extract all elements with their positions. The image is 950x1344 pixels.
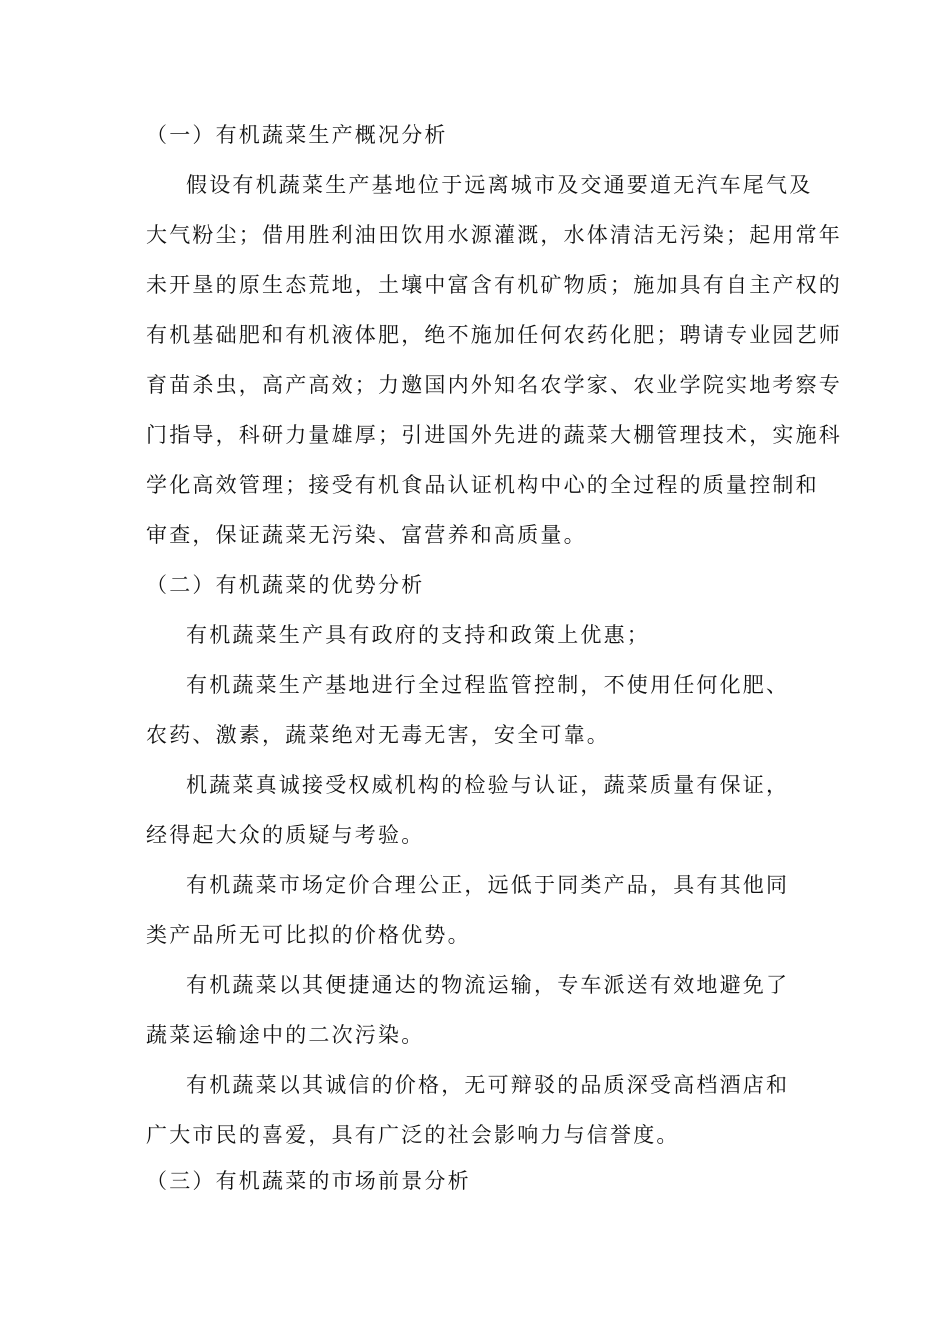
paragraph-line: 蔬菜运输途中的二次污染。 xyxy=(146,1023,425,1047)
paragraph-line: 有机蔬菜市场定价合理公正，远低于同类产品，具有其他同 xyxy=(186,873,790,897)
paragraph-line: 有机蔬菜生产基地进行全过程监管控制，不使用任何化肥、 xyxy=(186,673,790,697)
paragraph-line: 有机基础肥和有机液体肥，绝不施加任何农药化肥；聘请专业园艺师 xyxy=(146,323,842,347)
section-heading-2: （二）有机蔬菜的优势分析 xyxy=(146,573,425,597)
paragraph-line: 有机蔬菜以其诚信的价格，无可辩驳的品质深受高档酒店和 xyxy=(186,1073,790,1097)
section-heading-3: （三）有机蔬菜的市场前景分析 xyxy=(146,1169,471,1193)
paragraph-line: 门指导，科研力量雄厚；引进国外先进的蔬菜大棚管理技术，实施科 xyxy=(146,423,842,447)
paragraph-line: 假设有机蔬菜生产基地位于远离城市及交通要道无汽车尾气及 xyxy=(186,173,813,197)
paragraph-line: 有机蔬菜生产具有政府的支持和政策上优惠； xyxy=(186,623,650,647)
paragraph-line: 机蔬菜真诚接受权威机构的检验与认证，蔬菜质量有保证， xyxy=(186,773,790,797)
paragraph-line: 学化高效管理；接受有机食品认证机构中心的全过程的质量控制和 xyxy=(146,473,819,497)
paragraph-line: 农药、激素，蔬菜绝对无毒无害，安全可靠。 xyxy=(146,723,610,747)
paragraph-line: 类产品所无可比拟的价格优势。 xyxy=(146,923,471,947)
paragraph-line: 大气粉尘；借用胜利油田饮用水源灌溉，水体清洁无污染；起用常年 xyxy=(146,223,842,247)
paragraph-line: 有机蔬菜以其便捷通达的物流运输，专车派送有效地避免了 xyxy=(186,973,790,997)
paragraph-line: 广大市民的喜爱，具有广泛的社会影响力与信誉度。 xyxy=(146,1123,680,1147)
section-heading-1: （一）有机蔬菜生产概况分析 xyxy=(146,123,448,147)
paragraph-line: 审查，保证蔬菜无污染、富营养和高质量。 xyxy=(146,523,587,547)
paragraph-line: 未开垦的原生态荒地，土壤中富含有机矿物质；施加具有自主产权的 xyxy=(146,273,842,297)
paragraph-line: 经得起大众的质疑与考验。 xyxy=(146,823,425,847)
paragraph-line: 育苗杀虫，高产高效；力邀国内外知名农学家、农业学院实地考察专 xyxy=(146,373,842,397)
